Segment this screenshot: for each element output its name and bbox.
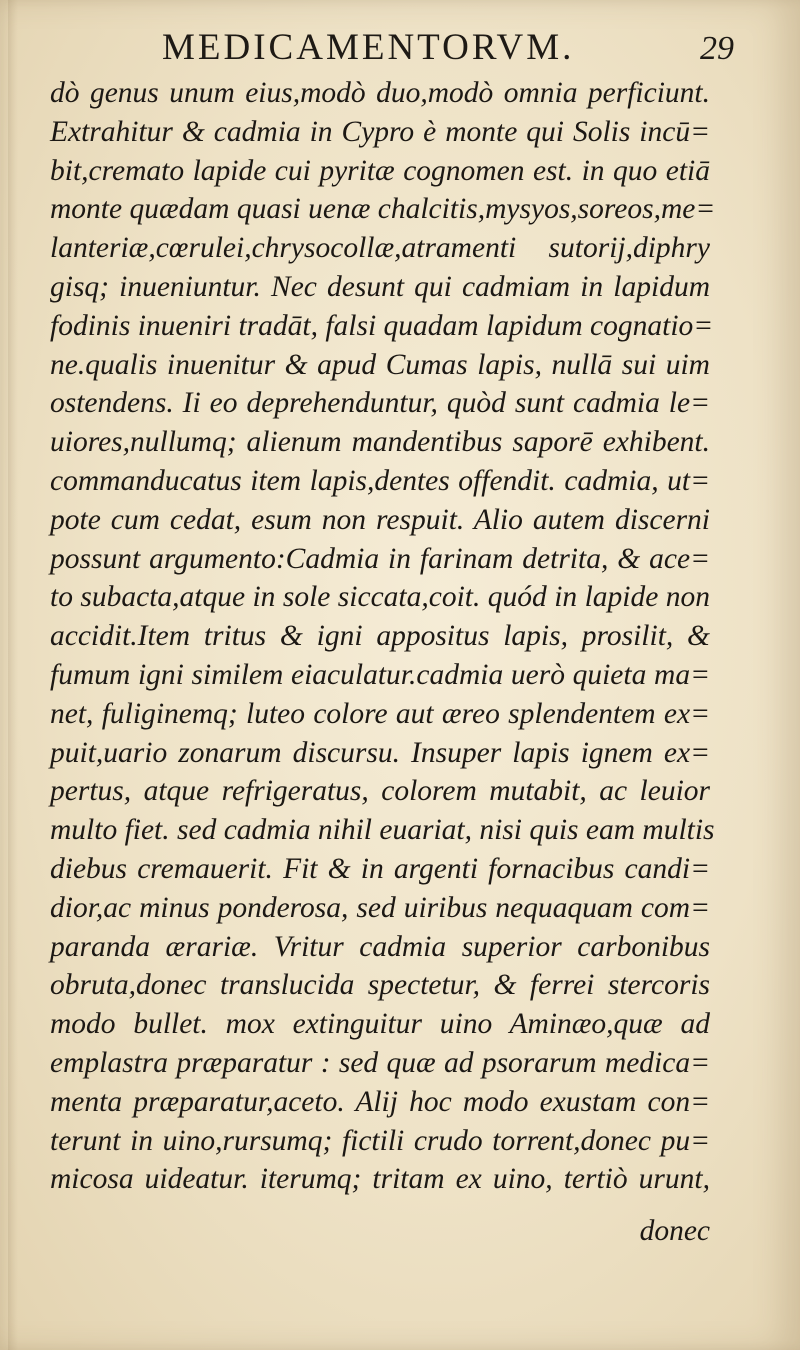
text-line: Extrahitur & cadmia in Cypro è monte qui Solis incū= <box>50 115 710 148</box>
text-line: paranda ærariæ. Vritur cadmia superior carbonibus <box>50 930 710 963</box>
text-line: to subacta,atque in sole siccata,coit. quód in lapide non <box>50 581 710 614</box>
text-line: pote cum cedat, esum non respuit. Alio autem discerni <box>50 503 710 536</box>
text-line: puit,uario zonarum discursu. Insuper lapis ignem ex= <box>50 736 710 769</box>
text-line: ne.qualis inuenitur & apud Cumas lapis, nullā sui uim <box>50 348 710 381</box>
text-line: micosa uideatur. iterumq; tritam ex uino, tertiò urunt, <box>50 1163 710 1196</box>
text-line: gisq; inueniuntur. Nec desunt qui cadmiam in lapidum <box>50 270 710 303</box>
text-line: commanducatus item lapis,dentes offendit. cadmia, ut= <box>50 464 710 497</box>
page-edge-shadow <box>8 0 18 1350</box>
catchword-line <box>560 1212 710 1251</box>
text-line: terunt in uino,rursumq; fictili crudo torrent,donec pu= <box>50 1124 710 1157</box>
text-line: emplastra præparatur : sed quæ ad psorarum medica= <box>50 1046 710 1079</box>
text-line: modo bullet. mox extinguitur uino Aminæo,quæ ad <box>50 1008 710 1041</box>
text-line: multo fiet. sed cadmia nihil euariat, nisi quis eam multis <box>50 814 715 847</box>
text-line: diebus cremauerit. Fit & in argenti fornacibus candi= <box>50 852 710 885</box>
body-text <box>50 74 716 1199</box>
page-header <box>0 22 800 72</box>
text-line: dò genus unum eius,modò duo,modò omnia perficiunt. <box>50 77 710 109</box>
text-line: fodinis inueniri tradāt, falsi quadam lapidum cognatio= <box>50 309 714 342</box>
text-line: obruta,donec translucida spectetur, & ferrei stercoris <box>50 969 710 1002</box>
text-line: net, fuliginemq; luteo colore aut æreo splendentem ex= <box>50 697 710 730</box>
text-line: bit,cremato lapide cui pyritæ cognomen est. in quo etiā <box>50 154 710 187</box>
text-line: fumum igni similem eiaculatur.cadmia uerò quieta ma= <box>50 658 710 691</box>
text-line: possunt argumento:Cadmia in farinam detrita, & ace= <box>50 542 710 575</box>
text-line: uiores,nullumq; alienum mandentibus saporē exhibent. <box>50 426 710 459</box>
text-line: accidit.Item tritus & igni appositus lapis, prosilit, & <box>50 620 710 653</box>
text-line: menta præparatur,aceto. Alij hoc modo exustam con= <box>50 1085 710 1118</box>
text-line: monte quædam quasi uenæ chalcitis,mysyos,soreos,me= <box>50 193 716 226</box>
text-line: ostendens. Ii eo deprehenduntur, quòd sunt cadmia le= <box>50 387 710 420</box>
text-line: pertus, atque refrigeratus, colorem mutabit, ac leuior <box>50 775 710 808</box>
running-head: MEDICAMENTORVM. <box>162 27 575 68</box>
text-line: dior,ac minus ponderosa, sed uiribus nequaquam com= <box>50 891 710 924</box>
catchword: donec <box>639 1215 710 1247</box>
text-line: lanteriæ,cœrulei,chrysocollæ,atramenti sutorij,diphry <box>50 232 710 265</box>
page-number: 29 <box>700 30 734 67</box>
